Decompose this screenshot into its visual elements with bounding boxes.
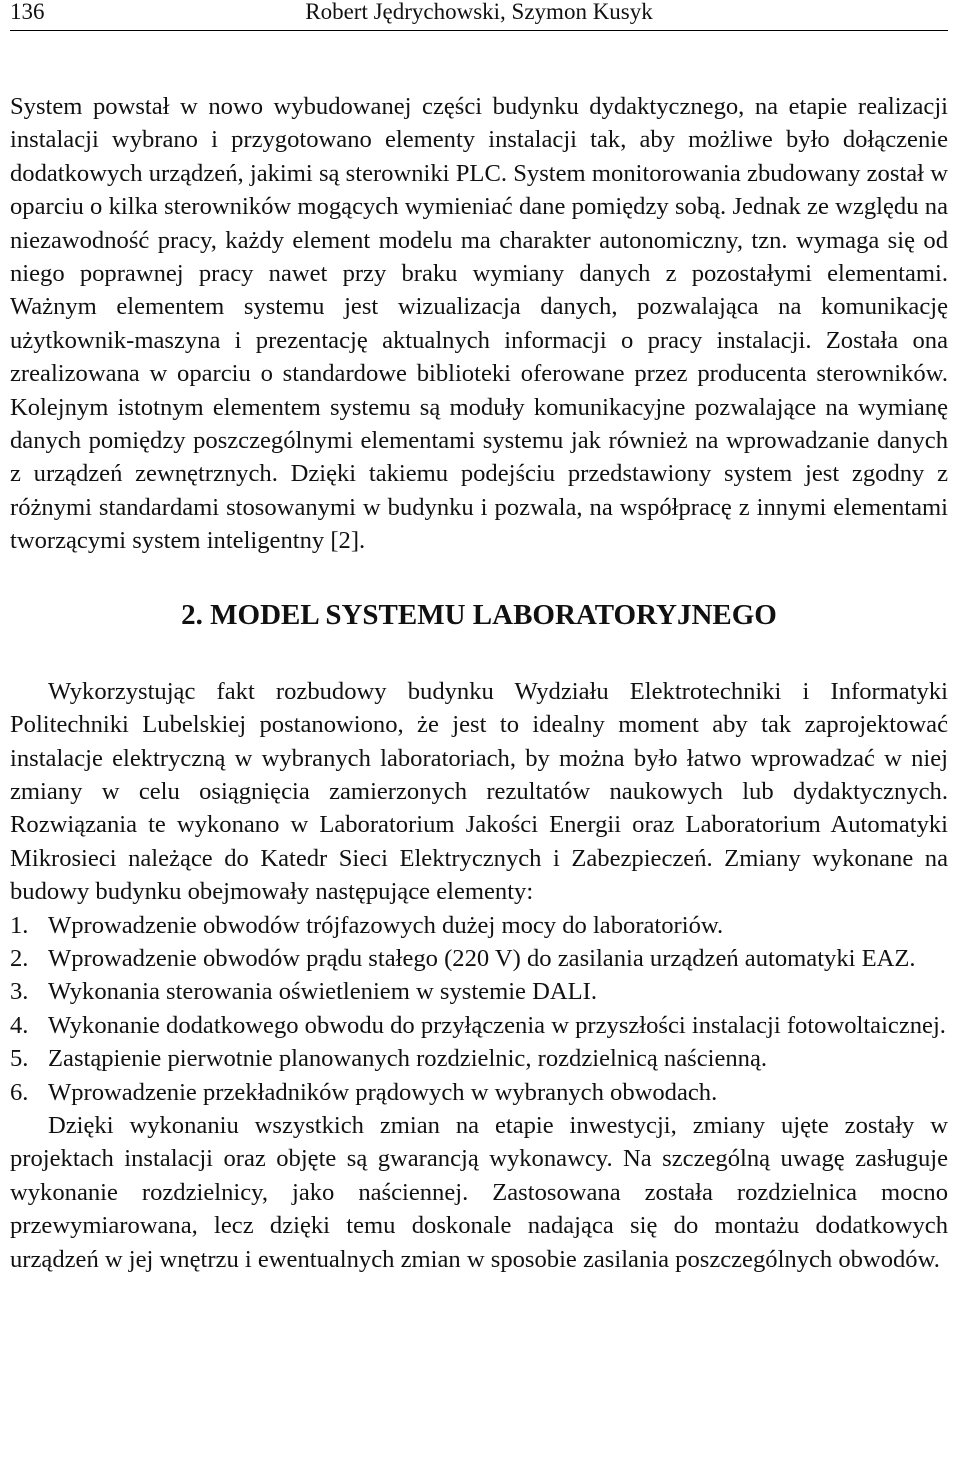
list-item-number: 1.	[10, 911, 29, 939]
list-item-text: Wykonania sterowania oświetleniem w systemie DALI.	[48, 978, 597, 1006]
numbered-list	[10, 909, 948, 1109]
list-item-number: 4.	[10, 1011, 29, 1039]
list-item-text: Zastąpienie pierwotnie planowanych rozdzielnic, rozdzielnicą naścienną.	[48, 1045, 768, 1073]
running-header	[10, 0, 948, 31]
list-item-text: Wprowadzenie przekładników prądowych w wybranych obwodach.	[48, 1078, 718, 1106]
list-item	[10, 1076, 948, 1109]
list-item	[10, 942, 948, 975]
list-item-number: 5.	[10, 1045, 29, 1073]
list-item-text: Wykonanie dodatkowego obwodu do przyłączenia w przyszłości instalacji fotowoltaicznej.	[48, 1011, 946, 1039]
section-heading: 2. MODEL SYSTEMU LABORATORYJNEGO	[181, 598, 777, 631]
list-item-number: 3.	[10, 978, 29, 1006]
list-item	[10, 975, 948, 1008]
list-item	[10, 1042, 948, 1075]
list-item	[10, 909, 948, 942]
body-paragraph-1: System powstał w nowo wybudowanej części budynku dydaktycznego, na etapie realizacji instalacji wybrano i przygotowano elementy instalacji tak, aby możliwe było dołączenie dodatkowych urządzeń, jakimi są sterowniki PLC. System monitorowania zbudowany został w oparciu o kilka sterowników mogących wymieniać dane pomiędzy sobą. Jednak ze względu na niezawodność pracy, każdy element modelu ma charakter autonomiczny, tzn. wymaga się od niego poprawnej pracy nawet przy braku wymiany danych z pozostałymi elementami. Ważnym elementem systemu jest wizualizacja danych, pozwalająca na komunikację użytkownik-maszyna i prezentację aktualnych informacji o pracy instalacji. Została ona zrealizowana w oparciu o standardowe biblioteki oferowane przez producenta sterowników. Kolejnym istotnym elementem systemu są moduły komunikacyjne pozwalające na wymianę danych pomiędzy poszczególnymi elementami systemu jak również na wprowadzanie danych z urządzeń zewnętrznych. Dzięki takiemu podejściu przedstawiony system jest zgodny z różnymi standardami stosowanymi w budynku i pozwala, na współpracę z innymi elementami tworzącymi system inteligentny [2].	[10, 93, 948, 555]
list-item-text: Wprowadzenie obwodów prądu stałego (220 V) do zasilania urządzeń automatyki EAZ.	[48, 944, 916, 972]
body-paragraph-3: Dzięki wykonaniu wszystkich zmian na etapie inwestycji, zmiany ujęte zostały w projektach instalacji oraz objęte są gwarancją wykonawcy. Na szczególną uwagę zasługuje wykonanie rozdzielnicy, jako naściennej. Zastosowana została rozdzielnica mocno przewymiarowana, lecz dzięki temu doskonale nadająca się do montażu dodatkowych urządzeń w jej wnętrzu i ewentualnych zmian w sposobie zasilania poszczególnych obwodów.	[10, 1111, 948, 1273]
running-header-authors: Robert Jędrychowski, Szymon Kusyk	[305, 0, 653, 24]
list-item	[10, 1009, 948, 1042]
list-item-text: Wprowadzenie obwodów trójfazowych dużej mocy do laboratoriów.	[48, 911, 724, 939]
list-item-number: 6.	[10, 1078, 29, 1106]
body-paragraph-2: Wykorzystując fakt rozbudowy budynku Wydziału Elektrotechniki i Informatyki Politechniki Lubelskiej postanowiono, że jest to idealny moment aby tak zaprojektować instalacje elektryczną w wybranych laboratoriach, by można było łatwo wprowadzać w niej zmiany w celu osiągnięcia zamierzonych rezultatów naukowych lub dydaktycznych. Rozwiązania te wykonano w Laboratorium Jakości Energii oraz Laboratorium Automatyki Mikrosieci należące do Katedr Sieci Elektrycznych i Zabezpieczeń. Zmiany wykonane na budowy budynku obejmowały następujące elementy:	[10, 677, 948, 906]
list-item-number: 2.	[10, 944, 29, 972]
page-number: 136	[10, 0, 45, 24]
